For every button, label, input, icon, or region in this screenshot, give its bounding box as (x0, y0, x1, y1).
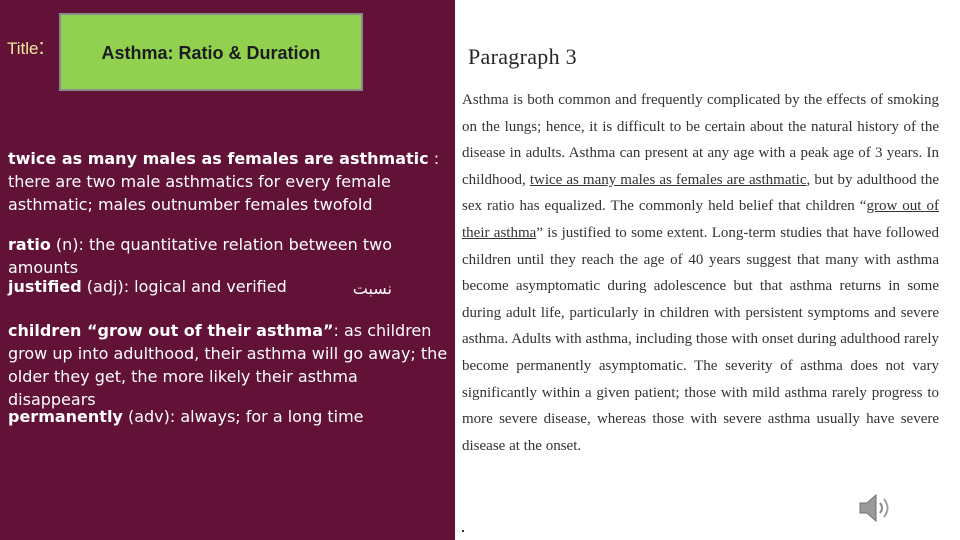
glossary-pos: (adj) (81, 277, 124, 296)
glossary-entry-twice-as-many (8, 147, 448, 216)
glossary-term: ratio (8, 235, 51, 254)
glossary-definition: : logical and verified (123, 277, 287, 296)
glossary-pos: (n) (50, 235, 79, 254)
glossary-panel (0, 0, 455, 540)
underlined-phrase: twice as many males as females are asthmatic (529, 171, 807, 188)
glossary-definition: : there are two male asthmatics for every female asthmatic; males outnumber females twofold (8, 149, 440, 214)
glossary-definition: : as children grow up into adulthood, their asthma will go away; the older they get, the more likely their asthma disappears (8, 321, 448, 409)
glossary-entry-justified (8, 275, 448, 298)
glossary-pos: (adv) (122, 407, 170, 426)
slide-title: Asthma: Ratio & Duration (101, 43, 321, 63)
glossary-definition: : the quantitative relation between two amounts (8, 235, 392, 277)
glossary-term: permanently (8, 407, 123, 426)
speaker-icon[interactable] (856, 491, 896, 525)
title-box (59, 13, 363, 91)
glossary-term: children “grow out of their asthma” (8, 321, 334, 340)
title-label: Title: (7, 34, 45, 59)
reading-panel (455, 0, 960, 540)
glossary-term: twice as many males as females are asthmatic (8, 149, 429, 168)
glossary-definition: : always; for a long time (169, 407, 364, 426)
glossary-term: justified (8, 277, 82, 296)
glossary-translation: نسبت (352, 279, 392, 298)
paragraph-heading: Paragraph 3 (468, 44, 577, 69)
dot (462, 530, 464, 532)
underlined-phrase: grow out of their asthma (462, 198, 939, 241)
glossary-entry-permanently (8, 405, 448, 428)
paragraph-body: Asthma is both common and frequently complicated by the effects of smoking on the lungs; hence, it is difficult to be certain about the natural history of the disease in adults. Asthma can present at any age with a peak age of 3 years. In childhood, twice as many males as females are asthmatic, but by adulthood the sex ratio has equalized. The commonly held belief that children “grow out of their asthma” is justified to some extent. Long-term studies that have followed children until they reach the age of 40 years suggest that many with asthma become asymptomatic during adolescence but that asthma returns in some during adult life, particularly in children with persistent symptoms and severe asthma. Adults with asthma, including those with onset during adulthood rarely become permanently asymptomatic. The severity of asthma does not vary significantly within a given patient; those with mild asthma rarely progress to more severe disease, whereas those with severe asthma usually have severe disease at the onset. (462, 92, 939, 454)
glossary-entry-grow-out (8, 319, 448, 411)
